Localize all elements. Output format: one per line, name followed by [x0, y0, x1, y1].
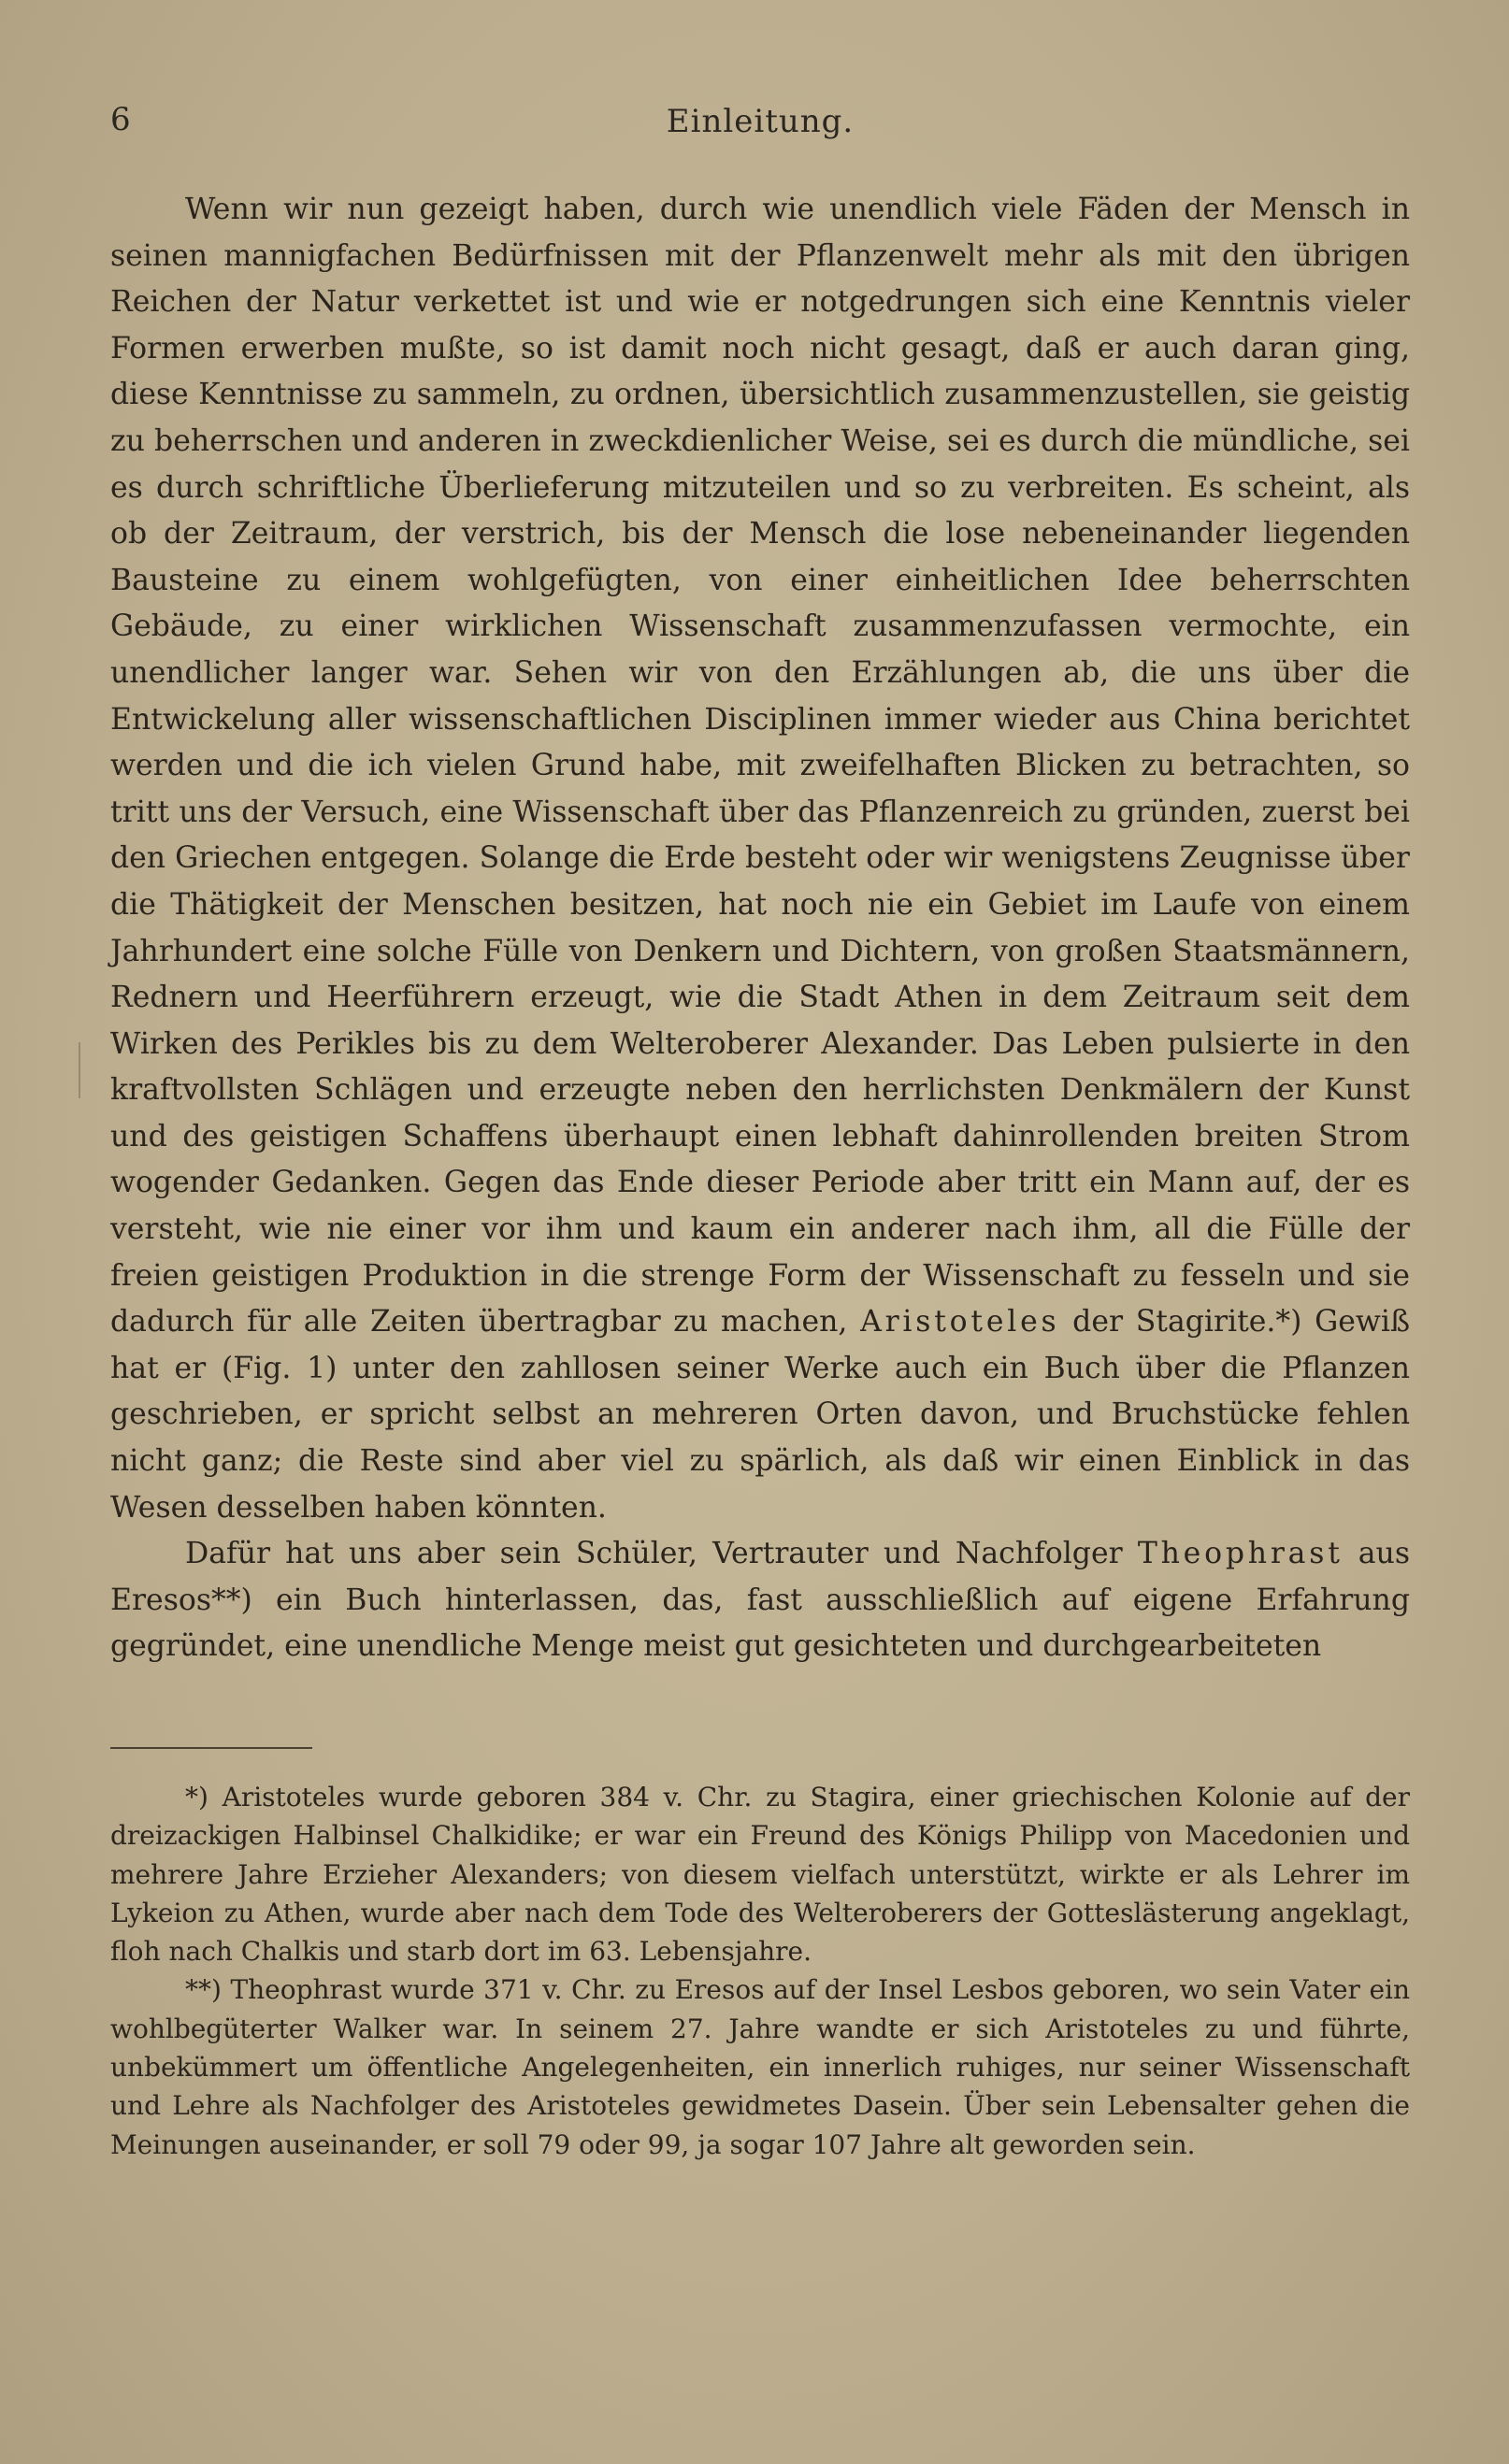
paragraph-text: Dafür hat uns aber sein Schüler, Vertrauter und Nachfolger	[185, 1537, 1123, 1571]
footnote-divider	[110, 1747, 312, 1749]
page-header	[110, 101, 1410, 148]
paragraph	[110, 1531, 1410, 1670]
page-number: 6	[110, 101, 131, 138]
running-head: Einleitung.	[666, 103, 855, 140]
footnotes	[110, 1778, 1410, 2164]
main-text	[110, 187, 1410, 1670]
paragraph-text: aus Eresos**) ein Buch hinterlassen, das, fast ausschließlich auf eigene Erfahrung gegründet, eine unendliche Menge meist gut gesichteten und durchgearbeiteten	[110, 1537, 1410, 1664]
paragraph-text: Wenn wir nun gezeigt haben, durch wie unendlich viele Fäden der Mensch in seinen mannigfachen Bedürfnissen mit der Pflanzenwelt mehr als mit den übrigen Reichen der Natur verkettet ist und wie er notgedrungen sich eine Kenntnis vieler Formen erwerben mußte, so ist damit noch nicht gesagt, daß er auch daran ging, diese Kenntnisse zu sammeln, zu ordnen, übersichtlich zusammenzustellen, sie geistig zu beherrschen und anderen in zweckdienlicher Weise, sei es durch die mündliche, sei es durch schriftliche Überlieferung mitzuteilen und so zu verbreiten. Es scheint, als ob der Zeitraum, der verstrich, bis der Mensch die lose nebeneinander liegenden Bausteine zu einem wohlgefügten, von einer einheitlichen Idee beherrschten Gebäude, zu einer wirklichen Wissenschaft zusammenzufassen vermochte, ein unendlicher langer war. Sehen wir von den Erzählungen ab, die uns über die Entwickelung aller wissenschaftlichen Disciplinen immer wieder aus China berichtet werden und die ich vielen Grund habe, mit zweifelhaften Blicken zu betrachten, so tritt uns der Versuch, eine Wissenschaft über das Pflanzenreich zu gründen, zuerst bei den Griechen entgegen. Solange die Erde besteht oder wir wenigstens Zeugnisse über die Thätigkeit der Menschen besitzen, hat noch nie ein Gebiet im Laufe von einem Jahrhundert eine solche Fülle von Denkern und Dichtern, von großen Staatsmännern, Rednern und Heerführern erzeugt, wie die Stadt Athen in dem Zeitraum seit dem Wirken des Perikles bis zu dem Welteroberer Alexander. Das Leben pulsierte in den kraftvollsten Schlägen und erzeugte neben den herrlichsten Denkmälern der Kunst und des geistigen Schaffens überhaupt einen lebhaft dahinrollenden breiten Strom wogender Gedanken. Gegen das Ende dieser Periode aber tritt ein Mann auf, der es versteht, wie nie einer vor ihm und kaum ein anderer nach ihm, all die Fülle der freien geistigen Produktion in die strenge Form der Wissenschaft zu fesseln und sie dadurch für alle Zeiten übertragbar zu machen,	[110, 193, 1410, 1339]
paragraph-text: der Stagirite.*) Gewiß hat er (Fig. 1) unter den zahllosen seiner Werke auch ein Buch über die Pflanzen geschrieben, er spricht selbst an mehreren Orten davon, und Bruchstücke fehlen nicht ganz; die Reste sind aber viel zu spärlich, als daß wir einen Einblick in das Wesen desselben haben könnten.	[110, 1305, 1410, 1525]
paragraph	[110, 187, 1410, 1531]
footnote: **) Theophrast wurde 371 v. Chr. zu Eresos auf der Insel Lesbos geboren, wo sein Vater ein wohlbegüterter Walker war. In seinem 27. Jahre wandte er sich Aristoteles zu und führte, unbekümmert um öffentliche Angelegenheiten, ein innerlich ruhiges, nur seiner Wissenschaft und Lehre als Nachfolger des Aristoteles gewidmetes Dasein. Über sein Lebensalter gehen die Meinungen auseinander, er soll 79 oder 99, ja sogar 107 Jahre alt geworden sein.	[110, 1974, 1410, 2160]
footnote: *) Aristoteles wurde geboren 384 v. Chr. zu Stagira, einer griechischen Kolonie auf der dreizackigen Halbinsel Chalkidike; er war ein Freund des Königs Philipp von Macedonien und mehrere Jahre Erzieher Alexanders; von diesem vielfach unterstützt, wirkte er als Lehrer im Lykeion zu Athen, wurde aber nach dem Tode des Welteroberers der Gotteslästerung angeklagt, floh nach Chalkis und starb dort im 63. Lebensjahre.	[110, 1782, 1410, 1968]
margin-mark	[79, 1042, 80, 1098]
emphasized-name: Aristoteles	[860, 1305, 1060, 1339]
emphasized-name: Theophrast	[1137, 1537, 1344, 1571]
